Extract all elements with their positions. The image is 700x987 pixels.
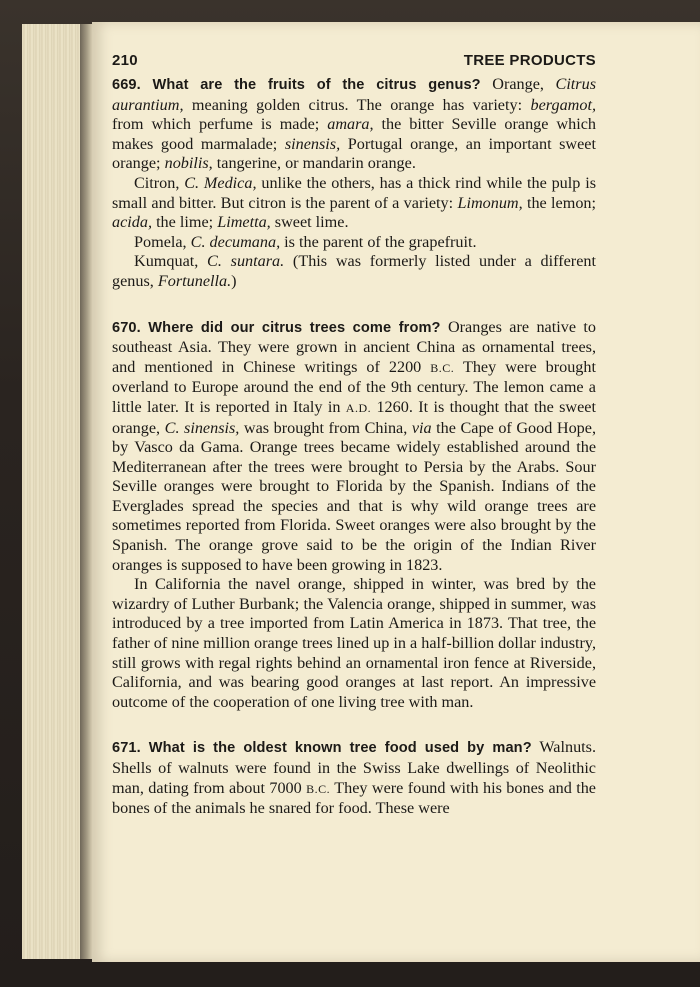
entry	[112, 318, 596, 713]
text-run: Kumquat,	[134, 252, 208, 271]
italic-term: Limetta,	[217, 213, 271, 232]
entry-paragraph	[112, 233, 596, 253]
text-run: the Cape of Good Hope, by Vasco da Gama. Orange trees became widely established around the Mediterranean after the trees were brought to Persia by the Arabs. Sour Seville oranges were brought to Florida by the Spanish. Indians of the Everglades spread the species and that is why wild orange trees are sometimes reported from Florida. Sweet oranges were also brought by the Spanish. The orange grove said to be the origin of the Indian River oranges is supposed to have been growing in 1823.	[112, 418, 596, 574]
running-head	[112, 52, 596, 69]
text-run: meaning golden citrus. The orange has variety:	[183, 95, 531, 114]
text-run: They were found with his bones and the bones of the animals he snared for food. These were	[112, 778, 596, 818]
page-content	[112, 52, 596, 845]
italic-term: bergamot,	[530, 95, 596, 114]
entries-list	[112, 75, 596, 819]
entry-paragraph	[112, 575, 596, 712]
entry-paragraph-lead	[112, 738, 596, 818]
era-abbrev: A.D.	[345, 400, 372, 415]
entry	[112, 75, 596, 292]
italic-term: Citrus aurantium,	[112, 75, 597, 114]
era-abbrev: B.C.	[430, 360, 455, 375]
text-run: 1260. It is thought that the sweet orange,	[112, 397, 596, 437]
text-run: tangerine, or mandarin orange.	[212, 154, 416, 173]
italic-term: C. suntara.	[207, 252, 285, 271]
italic-term: C. decumana,	[190, 232, 281, 251]
text-run: Oranges are native to southeast Asia. They were grown in ancient China as ornamental trees, and mentioned in Chinese writings of 2200	[112, 317, 597, 376]
question-heading: 671. What is the oldest known tree food used by man?	[112, 740, 532, 757]
text-run: Portugal orange, an important sweet orange;	[112, 134, 596, 173]
text-run: unlike the others, has a thick rind while the pulp is small and bitter. But citron is the parent of a variety:	[112, 173, 596, 212]
text-run: is the parent of the grapefruit.	[280, 232, 477, 251]
text-run: Orange,	[492, 75, 556, 93]
question-heading: 669. What are the fruits of the citrus genus?	[112, 77, 481, 93]
text-run: Citron,	[134, 173, 185, 192]
text-run: sweet lime.	[270, 213, 349, 232]
text-run: was brought from China,	[239, 418, 412, 437]
text-run: Pomela,	[134, 232, 191, 251]
italic-term: Fortunella.	[157, 271, 232, 290]
text-run: from which perfume is made;	[112, 115, 328, 134]
italic-term: acida,	[112, 213, 153, 232]
entry	[112, 738, 596, 818]
page-number: 210	[112, 52, 138, 69]
italic-term: C. Medica,	[184, 173, 257, 192]
text-run: the lemon;	[522, 193, 597, 212]
text-run: Walnuts. Shells of walnuts were found in the Swiss Lake dwellings of Neolithic man, dating from about 7000	[112, 738, 597, 797]
entry-paragraph	[112, 174, 596, 233]
text-run: (This was formerly listed under a different genus,	[112, 252, 596, 290]
italic-term: Limonum,	[457, 193, 523, 212]
text-run: )	[231, 271, 237, 290]
italic-term: C. sinensis,	[164, 418, 240, 437]
question-heading: 670. Where did our citrus trees come from?	[112, 319, 441, 336]
text-run: the lime;	[152, 213, 218, 232]
text-run: In California the navel orange, shipped in winter, was bred by the wizardry of Luther Burbank; the Valencia orange, shipped in summer, was introduced by a tree imported from Latin America in 1873. That tree, the father of nine million orange trees lined up in a half-billion dollar industry, still grows with regal rights behind an ornamental iron fence at Riverside, California, and was bearing good oranges at last report. An impressive outcome of the cooperation of one living tree with man.	[112, 575, 596, 711]
entry-paragraph-lead	[112, 75, 596, 174]
era-abbrev: B.C.	[306, 781, 331, 796]
text-run: They were brought overland to Europe around the end of the 9th century. The lemon came a little later. It is reported in Italy in	[112, 357, 596, 416]
entry-paragraph	[112, 252, 596, 291]
italic-term: sinensis,	[284, 134, 341, 153]
entry-paragraph-lead	[112, 318, 596, 576]
section-title: TREE PRODUCTS	[463, 52, 596, 69]
italic-term: via	[411, 418, 432, 437]
text-run: the bitter Seville orange which makes good marmalade;	[112, 115, 596, 153]
italic-term: amara,	[327, 115, 374, 134]
italic-term: nobilis,	[164, 154, 213, 173]
